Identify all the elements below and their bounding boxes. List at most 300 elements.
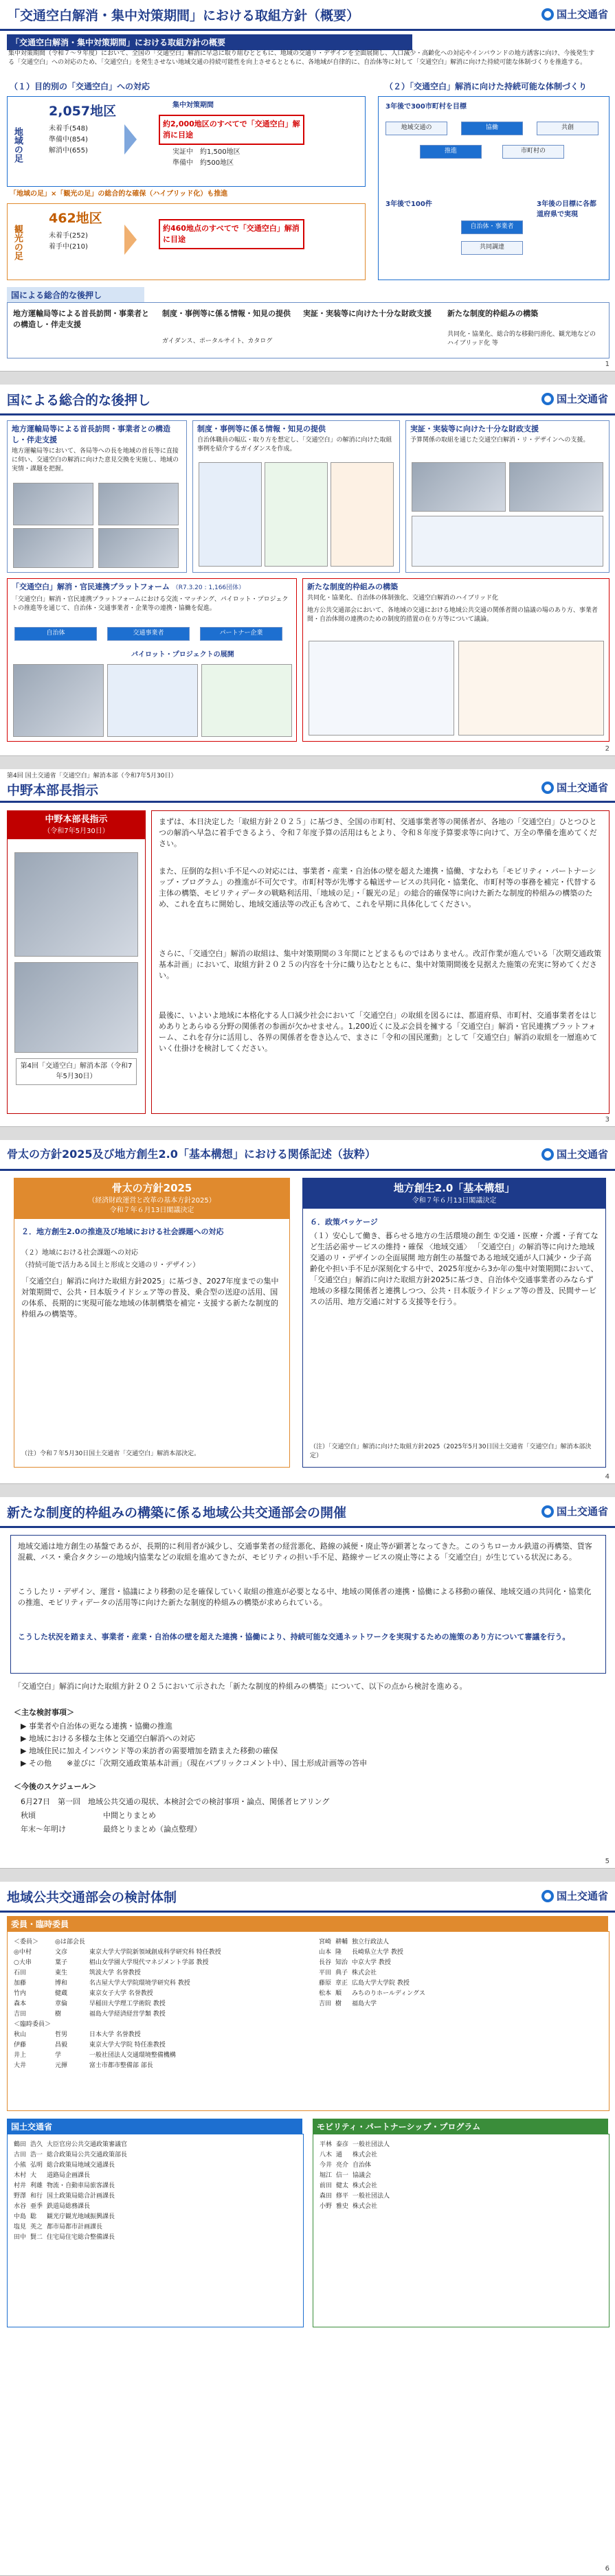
roster-cell: 八木 <box>320 2152 333 2158</box>
para-2: こうしたリ・デザイン、運営・協議により移動の足を確保していく取組の推進が必要となる中、地域の関係者の連携・協働による移動の確保、地域交通の共同化・協業化の推進、モビリティデータの活用等に向けた新たな制度的枠組みの構築が求められている。 <box>18 1587 592 1607</box>
roster-cell: 健太 <box>336 2182 349 2189</box>
roster-cell: 章倫 <box>55 2001 68 2007</box>
roster-row <box>12 1957 223 1967</box>
roster-row <box>12 1987 223 1998</box>
roster-cell: 典子 <box>335 1970 348 1976</box>
roster-cell: 平林 <box>320 2141 333 2148</box>
bullet-1: まずは、本日決定した「取組方針２０２５」に基づき、全国の市町村、交通事業者等の関係者が、各地の「交通空白」ひとつひとつの解消へ早急に着手できるよう、令和７年度予算の活用はもとより、令和８年度予算要求等に向けて、万全の準備を進めてください。 <box>159 817 597 848</box>
roster-cell: 中島 <box>14 2213 27 2220</box>
roster-row <box>12 1946 223 1957</box>
photo-caption: 第4回「交通空白」解消本部（令和7年5月30日） <box>16 1058 137 1085</box>
bullet-3: さらに、「交通空白」解消の取組は、集中対策期間の３年間にとどまるものではありません。改訂作業が進んでいる「次期交通政策基本計画」において、取組方針２０２５の内容を十分に織り込むとともに、集中対策期間後を見据えた施策の充実に努めてください。 <box>159 949 602 980</box>
roster-row <box>12 2211 129 2221</box>
roster-cell: 株式会社 <box>352 1970 377 1976</box>
vehicle-photo <box>509 462 603 512</box>
roster-cell: 都市局都市計画課長 <box>47 2224 103 2231</box>
roster-cell: 弘明 <box>30 2162 43 2169</box>
roster-row <box>12 2200 129 2211</box>
roster-cell: 広島大学大学院 教授 <box>352 1980 410 1987</box>
roster-row <box>12 2169 129 2180</box>
roster-row <box>12 2149 129 2159</box>
diagram-image <box>309 641 454 736</box>
chip-3: 推進 <box>420 145 482 159</box>
roster-row <box>12 2029 223 2039</box>
panel-visits-text: 地方運輸局等において、各局等への長を地域の首長等に直接に伺い、交通空白の解消に向けた意見交換を実施し、地域の実情・課題を把握。 <box>12 448 179 473</box>
issue-3: ▶ その他 ※並びに「次期交通政策基本計画」（現在パブリックコメント中）、国土形成計画等の答申 <box>21 1759 368 1768</box>
roster-row <box>317 2159 392 2169</box>
slide-title: 新たな制度的枠組みの構築に係る地域公共交通部会の開催 <box>7 1505 347 1520</box>
roster-row <box>12 2139 129 2149</box>
roster-cell: 和行 <box>30 2193 43 2200</box>
local-count: 2,057地区 <box>49 104 117 119</box>
portal-image <box>265 462 328 567</box>
local-box <box>7 96 366 187</box>
kihon-note: （注）「交通空白」解消に向けた取組方針2025（2025年5月30日国土交通省「交通空白」解消本部決定） <box>310 1444 592 1460</box>
roster-cell: 小野 <box>320 2203 333 2210</box>
local-row-1: 準備中(854) <box>49 136 88 144</box>
roster-row <box>12 2221 129 2231</box>
sched-row-1: 秋頃 中間とりまとめ <box>21 1811 156 1820</box>
roster-row <box>317 1967 427 1977</box>
roster-cell: 住宅局住宅総合整備課長 <box>47 2234 115 2241</box>
brand: 国土交通省 <box>541 1504 608 1518</box>
slide-title: 国による総合的な後押し <box>7 393 151 408</box>
meeting-photo <box>13 483 93 525</box>
roster-row <box>317 2180 392 2190</box>
roster-row <box>12 2190 129 2200</box>
roster-cell: 大 <box>30 2172 37 2179</box>
roster-cell: 石田 <box>14 1970 27 1976</box>
service-photo <box>412 516 603 567</box>
roster-cell: 大井 <box>14 2062 27 2069</box>
slide-title: 骨太の方針2025及び地方創生2.0「基本構想」における関係記述（抜粋） <box>7 1148 376 1161</box>
honebuto-sub3: （持続可能で活力ある国土と形成と交通のリ・デザイン） <box>21 1262 200 1269</box>
roster-cell: 章正 <box>335 1980 348 1987</box>
roster-cell: 東京大学大学院 特任准教授 <box>89 2042 166 2049</box>
slide-header <box>0 1497 615 1528</box>
roster-row <box>317 1998 427 2008</box>
mlit-logo-icon <box>541 1148 554 1161</box>
chip-4: 市町村の <box>502 145 564 159</box>
slide-5 <box>0 1497 615 1869</box>
roster-row <box>317 2139 392 2149</box>
roster-cell: 東京大学大学院新領域創成科学研究科 特任教授 <box>89 1949 221 1956</box>
roster-row <box>12 2180 129 2190</box>
roster-cell: 名古屋大学大学院環境学研究科 教授 <box>89 1980 190 1987</box>
roster-cell: 修平 <box>336 2193 349 2200</box>
roster-cell: 宮崎 <box>319 1939 332 1946</box>
brand: 国土交通省 <box>541 7 608 21</box>
slide-2 <box>0 385 615 756</box>
local-goal-row-0: 実証中 約1,500地区 <box>172 148 241 156</box>
background-box <box>10 1535 606 1674</box>
bullet-2: また、圧倒的な担い手不足への対応には、事業者・産業・自治体の壁を超えた連携・協働、すなわち「モビリティ・パートナーシップ・プログラム」の推進が不可欠です。市町村等が先導する輸送サービスの共同化・協業化、市町村等の事務を補完・代替する主体の構築、モビリティデータの戦略利活用、「地域の足」・「観光の足」の総合的確保等に向けた新たな制度的枠組みの構築のため、これを直ちに開始し、地域交通法等の改正も含めて、これを早期に具体化してください。 <box>159 867 597 909</box>
bus-photo <box>412 462 506 512</box>
kihon-box <box>302 1178 606 1468</box>
roster-row <box>317 2190 392 2200</box>
issue-2: ▶ 地域住民に加えインバウンド等の来訪者の需要増加を踏まえた移動の確保 <box>21 1746 278 1755</box>
local-row-0: 未着手(548) <box>49 125 88 133</box>
roster-cell: 日本大学 名誉教授 <box>89 2031 141 2038</box>
roster-cell: 樹 <box>55 2011 62 2018</box>
roster-cell: 前田 <box>320 2182 333 2189</box>
roster-cell: 中京大学 教授 <box>352 1959 391 1966</box>
panel-framework-title: 新たな制度的枠組みの構築 <box>307 582 398 591</box>
roster-row <box>317 1946 427 1957</box>
roster-cell: 木村 <box>14 2172 27 2179</box>
arrow-right-icon <box>124 124 137 155</box>
system-goal-1: 3年後で300市町村を目標 <box>385 103 467 111</box>
issue-0: ▶ 事業者や自治体の更なる連携・協働の推進 <box>21 1722 172 1731</box>
roster-cell: ◎中村 <box>14 1949 32 1956</box>
panel-finance-text: 予算関係の取組を通じた交通空白解消・リ・デザインへの支援。 <box>410 437 590 444</box>
panel-visits <box>7 420 187 573</box>
roster-cell: 富士市都市整備部 部長 <box>89 2062 153 2069</box>
roster-cell: 塩見 <box>14 2224 27 2231</box>
panel-visits-title: 地方運輸局等による首長訪問・事業者との構造し・伴走支援 <box>12 424 170 444</box>
roster-cell: ＜委員＞ <box>14 1939 39 1946</box>
roster-cell: 長谷 <box>319 1959 332 1966</box>
panel-finance-title: 実証・実装等に向けた十分な財政支援 <box>410 424 539 433</box>
roster-cell: 鶴田 <box>14 2141 27 2148</box>
directive-body <box>151 810 610 1114</box>
roster-cell: 文彦 <box>55 1949 68 1956</box>
local-goal-head: 集中対策期間 <box>172 102 214 109</box>
roster-cell: 藤原 <box>319 1980 332 1987</box>
page-number: 2 <box>605 745 610 753</box>
schedule-head: ＜今後のスケジュール＞ <box>14 1782 97 1791</box>
roster-cell: 加藤 <box>14 1980 27 1987</box>
brand: 国土交通省 <box>541 1889 608 1903</box>
roster-cell: 福島大学経済経営学類 教授 <box>89 2011 166 2018</box>
meeting-photo <box>98 528 179 568</box>
roster-cell: 早稲田大学理工学術院 教授 <box>89 2001 166 2007</box>
tourist-row-1: 着手中(210) <box>49 243 88 251</box>
roster-cell: 浩一 <box>30 2152 43 2158</box>
meeting-photo <box>13 528 93 568</box>
roster-cell: 元揮 <box>55 2062 68 2069</box>
roster-cell: 古田 <box>14 2152 27 2158</box>
support-title: 国による総合的な後押し <box>7 287 144 303</box>
roster-cell: 大臣官房公共交通政策審議官 <box>47 2141 128 2148</box>
roster-cell: 隆 <box>335 1949 342 1956</box>
roster-cell: ◎は部会長 <box>55 1939 85 1946</box>
members-left <box>12 1936 223 2070</box>
roster-cell: 博和 <box>55 1980 68 1987</box>
panel-info-title: 制度・事例等に係る情報・知見の提供 <box>197 424 326 433</box>
tourist-goal: 約460地点のすべてで「交通空白」解消に目途 <box>159 219 304 249</box>
roster-cell: 秋山 <box>14 2031 27 2038</box>
roster-cell: 知治 <box>335 1959 348 1966</box>
roster-row <box>12 1967 223 1977</box>
chip-1: 協働 <box>461 122 523 135</box>
local-goal-row-1: 準備中 約500地区 <box>172 159 234 167</box>
page-number: 3 <box>605 1116 610 1124</box>
support-1: 制度・事例等に係る情報・知見の提供 <box>162 309 291 318</box>
arrow-right-icon <box>124 225 137 255</box>
roster-cell: 亮介 <box>336 2162 349 2169</box>
roster-cell: 株式会社 <box>353 2203 378 2210</box>
roster-cell: 耕輔 <box>335 1939 348 1946</box>
roster-row <box>317 1957 427 1967</box>
roster-cell: 一般社団法人 <box>353 2193 390 2200</box>
roster-cell: 田中 <box>14 2234 27 2241</box>
honebuto-note: （注）令和７年5月30日国土交通省「交通空白」解消本部決定。 <box>21 1450 201 1457</box>
roster-row <box>12 2018 223 2029</box>
support-box <box>7 302 610 358</box>
roster-cell: 英之 <box>30 2224 43 2231</box>
roster-cell: 堀江 <box>320 2172 333 2179</box>
hybrid-text: 「地域の足」×「観光の足」の総合的な確保（ハイブリッド化）も推進 <box>10 190 228 198</box>
meeting-photo <box>14 962 138 1053</box>
roster-cell: 椙山女学園大学現代マネジメント学部 教授 <box>89 1959 209 1966</box>
members-box <box>7 1931 610 2111</box>
sys-right-0: 自治体・事業者 <box>461 220 523 234</box>
roster-cell: 松本 <box>319 1990 332 1997</box>
dept-head: 国土交通省 <box>7 2119 302 2134</box>
slide-title: 「交通空白解消・集中対策期間」における取組方針（概要） <box>7 8 360 23</box>
page-number: 4 <box>605 1473 610 1481</box>
roster-cell: 順 <box>335 1990 342 1997</box>
roster-cell: 株式会社 <box>353 2152 378 2158</box>
roster-cell: 村井 <box>14 2182 27 2189</box>
brand: 国土交通省 <box>541 1147 608 1161</box>
brand: 国土交通省 <box>541 391 608 406</box>
roster-row <box>12 2159 129 2169</box>
roster-cell: 長崎県立大学 教授 <box>352 1949 403 1956</box>
roster-cell: 学 <box>55 2052 62 2059</box>
roster-cell: 聡 <box>30 2213 37 2220</box>
roster-row <box>317 1936 427 1946</box>
kihon-sec: ６．政策パッケージ <box>310 1218 378 1227</box>
directive-head: 中野本部長指示 （令和7年5月30日） <box>8 811 145 839</box>
section-1-heading: （１）目的別の「交通空白」への対応 <box>10 82 150 91</box>
honebuto-sec: ２．地方創生2.0の推進及び地域における社会課題への対応 <box>21 1227 224 1236</box>
roster-cell: 自治体 <box>353 2162 372 2169</box>
roster-cell: 葉子 <box>55 1959 68 1966</box>
slide-3 <box>0 769 615 1127</box>
roster-cell: 森本 <box>14 2001 27 2007</box>
members-head: 委員・臨時委員 <box>7 1916 608 1932</box>
page-number: 5 <box>605 1858 610 1865</box>
pilot-photo <box>107 664 198 737</box>
roster-cell: 道路局企画課長 <box>47 2172 91 2179</box>
page-number: 1 <box>605 361 610 368</box>
roster-row <box>317 1977 427 1987</box>
slide-header <box>0 0 615 31</box>
pilot-photo <box>13 664 104 737</box>
roster-cell: 東生 <box>55 1970 68 1976</box>
roster-row <box>12 2039 223 2049</box>
roster-cell: 雅史 <box>336 2203 349 2210</box>
slide-1 <box>0 0 615 372</box>
sched-row-0: 6月27日 第一回 地域公共交通の現状、本検討会での検討事項・論点、関係者ヒアリング <box>21 1797 330 1806</box>
chip-0: 地域交通の <box>385 122 447 135</box>
slide-header <box>0 385 615 415</box>
roster-cell: 福島大学 <box>352 2001 377 2007</box>
roster-cell: 森田 <box>320 2193 333 2200</box>
roster-cell: 賢二 <box>30 2234 43 2241</box>
roster-row <box>12 2060 223 2070</box>
roster-cell: 樹 <box>335 2001 342 2007</box>
roster-cell: 東京女子大学 名誉教授 <box>89 1990 153 1997</box>
roster-cell: 昌毅 <box>55 2042 68 2049</box>
roster-cell: 井上 <box>14 2052 27 2059</box>
honebuto-sub2: （２）地域における社会課題への対応 <box>21 1249 138 1257</box>
issue-1: ▶ 地域における多様な主体と交通空白解消への対応 <box>21 1734 195 1743</box>
chip-2: 共創 <box>537 122 599 135</box>
roster-row <box>12 2008 223 2018</box>
honebuto-box <box>14 1178 290 1468</box>
panel-info-text: 自治体職員の幅広・取り方を想定し、「交通空白」の解消に向けた取組事例を紹介するガイダンスを作成。 <box>197 437 392 453</box>
section-2-heading: （２）「交通空白」解消に向けた持続可能な体制づくり <box>385 82 588 91</box>
panel-framework-sub: 共同化・協業化、自治体の体制強化、交通空白解消のハイブリッド化 <box>307 595 499 602</box>
roster-cell: 野澤 <box>14 2193 27 2200</box>
roster-cell: 物流・自動車局旅客課長 <box>47 2182 115 2189</box>
tourist-label: 観光の足 <box>12 225 23 260</box>
para-1: 地域交通は地方創生の基盤であるが、長期的に利用者が減少し、交通事業者の経営悪化、路線の減便・廃止等が顕著となってきた。このうちローカル鉄道の再構築、貨客混載、バス・乗合タクシーの地域内協業などの取組を進めてきたが、モビリティの担い手不足、路線サービスの廃止等による「交通空白」が生じている状況にある。 <box>18 1542 592 1562</box>
intro-bar: 「交通空白解消・集中対策期間」における取組方針の概要 <box>7 34 412 50</box>
kihon-head: 地方創生2.0「基本構想」 令和７年６月13日閣議決定 <box>303 1178 605 1209</box>
local-row-2: 解消中(655) <box>49 147 88 155</box>
support-sub-0: ガイダンス、ポータルサイト、カタログ <box>162 338 273 345</box>
roster-cell: 総合政策局地域交通課長 <box>47 2162 115 2169</box>
roster-cell: 浩久 <box>30 2141 43 2148</box>
roster-cell: ○大串 <box>14 1959 32 1966</box>
roster-cell: 独立行政法人 <box>352 1939 390 1946</box>
roster-cell: 通 <box>336 2152 343 2158</box>
panel-framework-text: 地方公共交通部会において、各地域の交通における地域公共交通の関係者間の協議の場のあり方、事業者間・自治体間の連携のための制度的措置の在り方等について議論。 <box>307 607 598 624</box>
bullet-4: 最後に、いよいよ地域に本格化する人口減少社会において「交通空白」の取組を図るには、都道府県、市町村、交通事業者をはじめありとあらゆる分野の関係者の参画が欠かせません。1,200近くに及ぶ会員を擁する「交通空白」解消・官民連携プラットフォーム、これを存分に活用し、各界の関係者を巻き込んで、まさに「令和の国民運動」として「交通空白」解消の取組を一層進めていく仕掛けを検討してください。 <box>159 1011 598 1053</box>
roster-cell: 泰彦 <box>336 2141 349 2148</box>
pilot-heading: パイロット・プロジェクトの展開 <box>131 651 234 659</box>
directive-left <box>7 810 146 1114</box>
roster-cell: 伊藤 <box>14 2042 27 2049</box>
mlit-logo-icon <box>541 8 554 21</box>
roster-row <box>317 1987 427 1998</box>
system-box <box>378 96 610 280</box>
tourist-row-0: 未着手(252) <box>49 232 88 240</box>
roster-cell: 山本 <box>319 1949 332 1956</box>
sys-right-1: 共同調達 <box>461 241 523 255</box>
mobility-box <box>313 2134 610 2327</box>
panel-platform <box>7 578 297 742</box>
roster-cell: 一般社団法人交通環境整備機構 <box>89 2052 176 2059</box>
roster-cell: 亜季 <box>30 2203 43 2210</box>
roster-cell: 信一 <box>336 2172 349 2179</box>
platform-chip-2: パートナー企業 <box>200 627 282 641</box>
kihon-text: （１）安心して働き、暮らせる地方の生活環境の創生 ①交通・医療・介護・子育てなど生活必需サービスの維持・確保 〈地域交通〉 「交通空白」の解消等に向けた地域交通のリ・デザインの全面展開 地方創生の基盤である地域交通が人口減少・少子高齢化や担い手不足が深刻化する中で、2025年度から3か年の集中対策期間において、「交通空白」解消に向けた取組方針2025に基づき、自治体や交通事業者のみならず地域の多様な関係者と連携しつつ、公共・日本版ライドシェア等の普及、民間サービスの活用、地方交通に対する支援等を行う。 <box>310 1231 599 1306</box>
slide-6 <box>0 1882 615 2576</box>
para-4: 「交通空白」解消に向けた取組方針２０２５において示された「新たな制度的枠組みの構築」について、以下の点から検討を進める。 <box>14 1682 467 1691</box>
system-goal-2: 3年後で100件 <box>385 201 432 208</box>
panel-framework <box>302 578 610 742</box>
diagram-image <box>458 641 604 736</box>
meeting-photo <box>98 483 179 525</box>
roster-row <box>317 2149 392 2159</box>
brand: 国土交通省 <box>541 780 608 795</box>
roster-row <box>12 2049 223 2060</box>
slide-header <box>0 1882 615 1913</box>
panel-platform-text: 「交通空白」解消・官民連携プラットフォームにおける交流・マッチング、パイロット・プロジェクトの推進等を通じて、自治体・交通事業者・企業等の連携・協働を促進。 <box>12 596 289 613</box>
dept-box <box>7 2134 304 2327</box>
slide-title: 地域公共交通部会の検討体制 <box>7 1890 177 1905</box>
support-2: 実証・実装等に向けた十分な財政支援 <box>303 309 432 318</box>
mobility-table <box>317 2139 392 2211</box>
local-goal: 約2,000地区のすべてで「交通空白」解消に目途 <box>159 115 304 145</box>
support-3: 新たな制度的枠組みの構築 <box>447 309 538 318</box>
roster-row <box>12 1936 223 1946</box>
honebuto-text: 「交通空白」解消に向けた取組方針2025」に基づき、2027年度までの集中対策期間で、公共・日本版ライドシェア等の普及、乗合型の送迎の活用、国の体系、長期的に実現可能な地域の体制構築を補完・支援する新たな制度的枠組みの構築等。 <box>21 1277 279 1319</box>
slide-4 <box>0 1140 615 1484</box>
roster-cell: みちのりホールディングス <box>352 1990 425 1997</box>
roster-row <box>317 2200 392 2211</box>
pilot-photo <box>201 664 292 737</box>
roster-cell: 観光庁観光地域振興課長 <box>47 2213 115 2220</box>
system-goal-3: 3年後の目標に各都道府県で実現 <box>537 201 596 218</box>
roster-cell: 協議会 <box>353 2172 372 2179</box>
support-0: 地方運輸局等による首長訪問・事業者との構造し・伴走支援 <box>13 309 149 329</box>
minister-photo <box>14 852 138 957</box>
para-3: こうした状況を踏まえ、事業者・産業・自治体の壁を超えた連携・協働により、持続可能な交通ネットワークを実現するための施策のあり方について審議を行う。 <box>18 1632 570 1641</box>
panel-platform-title: 「交通空白」解消・官民連携プラットフォーム （R7.3.20 : 1,166団体） <box>12 582 245 591</box>
roster-cell: 筑波大学 名誉教授 <box>89 1970 141 1976</box>
roster-cell: 鉄道局総務課長 <box>47 2203 91 2210</box>
roster-cell: 吉田 <box>319 2001 332 2007</box>
roster-row <box>12 1977 223 1987</box>
roster-cell: ＜臨時委員＞ <box>14 2021 52 2028</box>
roster-cell: 吉田 <box>14 2011 27 2018</box>
issues-head: ＜主な検討事項＞ <box>14 1708 74 1717</box>
roster-row <box>317 2169 392 2180</box>
tourist-box <box>7 203 366 280</box>
roster-cell: 今井 <box>320 2162 333 2169</box>
mobility-head: モビリティ・パートナーシップ・プログラム <box>313 2119 608 2134</box>
slide-header <box>0 777 615 803</box>
roster-cell: 健蔵 <box>55 1990 68 1997</box>
roster-cell <box>53 2018 87 2029</box>
mlit-logo-icon <box>541 1890 554 1902</box>
dept-table <box>12 2139 129 2242</box>
roster-cell: 水谷 <box>14 2203 27 2210</box>
roster-cell: 総合政策局公共交通政策部長 <box>47 2152 128 2158</box>
members-right <box>317 1936 427 2008</box>
roster-cell: 利雄 <box>30 2182 43 2189</box>
mlit-logo-icon <box>541 393 554 405</box>
platform-chip-0: 自治体 <box>14 627 97 641</box>
tourist-count: 462地区 <box>49 211 102 226</box>
sched-row-2: 年末～年明け 最終とりまとめ（論点整理） <box>21 1825 201 1834</box>
roster-cell: 一般社団法人 <box>353 2141 390 2148</box>
breadcrumb: 第4回 国土交通省「交通空白」解消本部（令和7年5月30日） <box>7 773 177 779</box>
mlit-logo-icon <box>541 782 554 794</box>
roster-row <box>12 2231 129 2242</box>
panel-finance <box>405 420 610 573</box>
roster-row <box>12 1998 223 2008</box>
guidebook-image <box>199 462 262 567</box>
intro-text: 集中対策期間（令和７～９年度）において、全国の「交通空白」解消に早急に取り組むとともに、地域の交通リ・デザインを全面展開し、人口減少・高齢化への対応やインバウンドの地方誘客に向け、今後発生する「交通空白」への対応のため、「交通空白」を発生させない地域交通の持続可能性を向上させるとともに、各地域が自律的に、自治体等に対して「交通空白」解消に向けた持続可能な体制づくりを推進する。 <box>8 50 595 67</box>
roster-cell: 平田 <box>319 1970 332 1976</box>
roster-cell: 国土政策局総合計画課長 <box>47 2193 115 2200</box>
catalog-image <box>331 462 394 567</box>
slide-title: 中野本部長指示 <box>7 783 99 798</box>
honebuto-head: 骨太の方針2025 （経済財政運営と改革の基本方針2025） 令和７年６月13日閣議決定 <box>14 1178 289 1219</box>
panel-info <box>192 420 400 573</box>
support-sub-3: 共同化・協業化、総合的な移動円滑化、観光地などのハイブリッド化 等 <box>447 331 596 347</box>
roster-cell: 竹内 <box>14 1990 27 1997</box>
slide-header <box>0 1140 615 1171</box>
roster-cell: 株式会社 <box>353 2182 378 2189</box>
